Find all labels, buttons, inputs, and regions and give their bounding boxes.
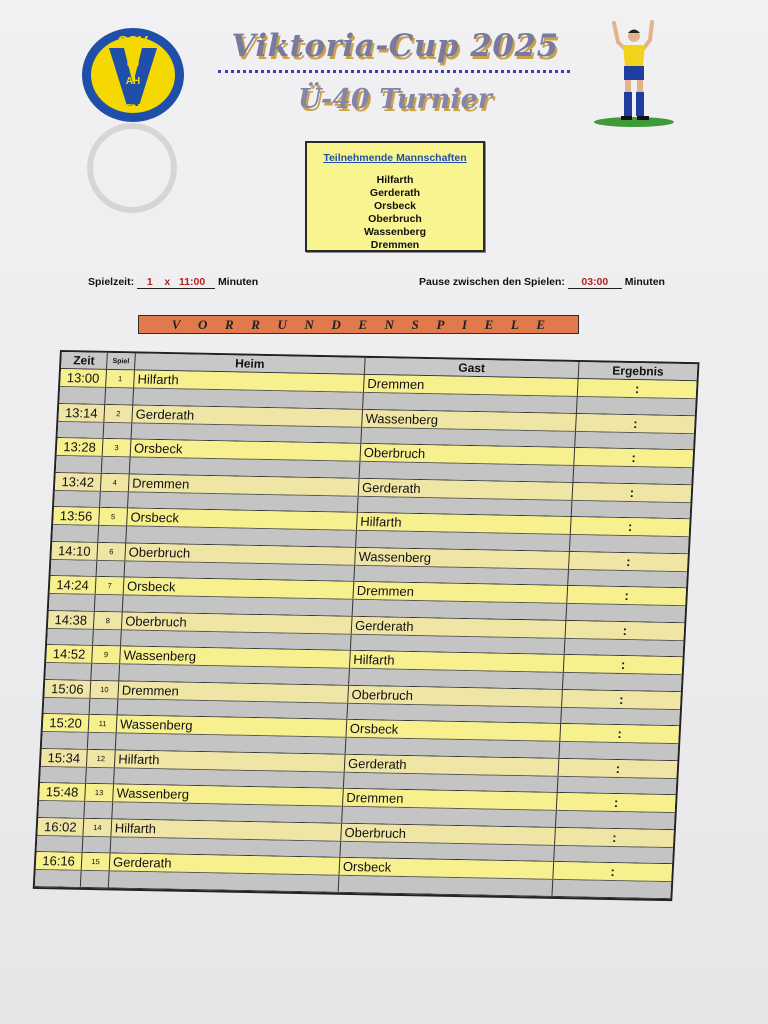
- match-number: 2: [104, 404, 133, 422]
- banner-letter: L: [510, 316, 519, 332]
- spacer-cell: [556, 811, 675, 829]
- result-field: :: [615, 760, 621, 776]
- banner-letter: N: [384, 316, 395, 332]
- home-team: Wassenberg: [113, 784, 344, 805]
- pause-label: Pause zwischen den Spielen:: [419, 276, 565, 288]
- match-number: 7: [96, 577, 125, 595]
- spacer-cell: [552, 880, 671, 898]
- spacer-cell: [97, 560, 126, 576]
- spacer-cell: [102, 457, 131, 473]
- participant-team: Hilfarth: [376, 174, 414, 186]
- result-field: :: [632, 415, 638, 431]
- banner-letter: O: [198, 316, 208, 332]
- result-field: :: [613, 794, 619, 811]
- bleed-through-logo-icon: [80, 122, 190, 214]
- logo-year-text: 09: [126, 58, 140, 70]
- result-field: :: [624, 588, 630, 604]
- logo-middle-text: AH: [125, 76, 141, 87]
- pause-unit: Minuten: [624, 276, 665, 288]
- guest-team: Dremmen: [364, 375, 579, 396]
- logo-bottom-text: WASSENBERG: [96, 88, 170, 116]
- home-team: Gerderath: [110, 853, 341, 874]
- spacer-cell: [100, 491, 129, 507]
- spacer-cell: [58, 422, 105, 438]
- spacer-cell: [566, 604, 685, 622]
- spacer-cell: [44, 697, 91, 713]
- spacer-cell: [86, 767, 115, 783]
- spacer-cell: [38, 801, 85, 817]
- spacer-cell: [49, 594, 96, 610]
- spacer-cell: [339, 876, 554, 896]
- playtime-setting: [88, 276, 258, 289]
- match-number: 15: [82, 853, 111, 871]
- guest-team: Hilfarth: [350, 651, 565, 672]
- match-number: 4: [101, 473, 130, 491]
- match-time: 13:56: [53, 507, 100, 525]
- result-field: :: [634, 381, 640, 397]
- guest-team: Gerderath: [359, 478, 574, 499]
- spacer-cell: [51, 559, 98, 575]
- match-time: 16:02: [37, 817, 84, 835]
- schedule-table: [33, 350, 700, 901]
- spacer-cell: [561, 707, 680, 725]
- spacer-cell: [83, 836, 112, 852]
- match-time: 14:10: [51, 542, 98, 560]
- match-time: 15:06: [44, 679, 91, 697]
- spacer-cell: [88, 733, 117, 749]
- guest-team: Dremmen: [343, 789, 558, 810]
- match-time: 13:28: [57, 438, 104, 456]
- home-team: Orsbeck: [127, 508, 358, 529]
- logo-top-text: SSV: [117, 33, 149, 50]
- guest-team: Orsbeck: [339, 858, 554, 879]
- match-time: 15:48: [39, 783, 86, 801]
- match-list: [35, 369, 697, 899]
- home-team: Wassenberg: [117, 715, 348, 736]
- home-team: Hilfarth: [111, 819, 342, 840]
- playtime-value: [137, 276, 215, 289]
- match-number: 13: [85, 784, 114, 802]
- result-field: :: [622, 622, 628, 638]
- home-team: Dremmen: [118, 681, 349, 702]
- banner-letter: E: [358, 316, 368, 332]
- banner-letter: R: [225, 316, 234, 332]
- result-field: :: [627, 519, 633, 535]
- banner-letter: E: [536, 316, 546, 332]
- banner-letter: E: [484, 316, 494, 332]
- home-team: Dremmen: [129, 474, 360, 495]
- participant-team: Oberbruch: [368, 213, 422, 225]
- spacer-cell: [558, 776, 677, 794]
- home-team: Gerderath: [132, 405, 363, 426]
- pause-setting: [419, 276, 665, 289]
- result-field: :: [631, 450, 637, 466]
- result-field: :: [611, 829, 617, 845]
- match-number: 8: [94, 611, 123, 629]
- result-field: :: [617, 726, 623, 742]
- home-team: Hilfarth: [134, 370, 365, 391]
- banner-letter: N: [304, 316, 314, 332]
- spacer-cell: [573, 466, 692, 484]
- spacer-cell: [570, 535, 689, 553]
- spacer-cell: [559, 742, 678, 760]
- playtime-label: Spielzeit:: [88, 276, 135, 288]
- page-subtitle: Ü-40 Turnier: [297, 84, 492, 115]
- result-field: :: [610, 863, 616, 880]
- match-time: 15:20: [43, 714, 90, 732]
- spacer-cell: [81, 871, 110, 887]
- guest-team: Oberbruch: [341, 823, 556, 844]
- spacer-cell: [575, 431, 694, 449]
- match-number: 6: [97, 542, 126, 560]
- spacer-cell: [93, 629, 122, 645]
- participant-team: Gerderath: [369, 187, 421, 199]
- match-number: 12: [87, 749, 116, 767]
- preliminary-round-banner: [138, 315, 579, 334]
- match-time: 16:16: [36, 852, 83, 870]
- banner-letter: P: [436, 316, 445, 332]
- header-guest: Gast: [365, 358, 580, 378]
- spacer-cell: [47, 628, 94, 644]
- guest-team: Oberbruch: [360, 444, 575, 465]
- home-team: Wassenberg: [120, 646, 351, 667]
- header-home: Heim: [135, 353, 366, 373]
- participant-team: Wassenberg: [363, 226, 427, 238]
- spacer-cell: [45, 663, 92, 679]
- club-logo: [80, 26, 186, 124]
- spacer-cell: [109, 871, 340, 891]
- times-sign: x: [164, 276, 171, 288]
- result-field: :: [629, 484, 635, 500]
- spacer-cell: [568, 569, 687, 587]
- header-time: Zeit: [61, 352, 108, 369]
- spacer-cell: [37, 835, 84, 851]
- guest-team: Wassenberg: [362, 409, 577, 430]
- banner-letter: R: [251, 316, 260, 332]
- playtime-unit: Minuten: [217, 276, 259, 288]
- banner-letter: S: [411, 316, 419, 332]
- guest-team: Gerderath: [352, 616, 567, 637]
- match-number: 3: [103, 439, 132, 457]
- banner-letter: I: [461, 316, 468, 332]
- banner-letter: V: [171, 316, 181, 332]
- spacer-cell: [59, 387, 106, 403]
- match-time: 13:00: [60, 369, 107, 387]
- result-field: :: [618, 691, 624, 707]
- spacer-cell: [42, 732, 89, 748]
- football-player-icon: [592, 20, 678, 130]
- guest-team: Wassenberg: [355, 547, 570, 568]
- guest-team: Orsbeck: [346, 720, 561, 741]
- participants-list: [307, 174, 483, 252]
- spacer-cell: [56, 456, 103, 472]
- spacer-cell: [98, 526, 127, 542]
- spacer-cell: [90, 698, 119, 714]
- spacer-cell: [554, 845, 673, 863]
- spacer-cell: [572, 500, 691, 518]
- match-number: 10: [90, 680, 119, 698]
- guest-team: Dremmen: [353, 582, 568, 603]
- page-title: Viktoria-Cup 2025: [231, 28, 559, 64]
- title-divider: [218, 70, 570, 73]
- match-time: 13:14: [58, 404, 105, 422]
- match-time: 13:42: [55, 473, 102, 491]
- guest-team: Gerderath: [345, 754, 560, 775]
- banner-letter: D: [331, 316, 341, 332]
- spacer-cell: [84, 802, 113, 818]
- halves-value: 1: [146, 276, 153, 288]
- duration-value: 11:00: [178, 276, 206, 288]
- spacer-cell: [577, 397, 696, 415]
- pause-value: 03:00: [568, 276, 622, 289]
- participant-team: Orsbeck: [373, 200, 417, 212]
- result-field: :: [620, 657, 626, 673]
- match-number: 5: [99, 508, 128, 526]
- home-team: Oberbruch: [125, 543, 356, 564]
- guest-team: Hilfarth: [357, 513, 572, 534]
- match-number: 9: [92, 646, 121, 664]
- home-team: Orsbeck: [124, 577, 355, 598]
- participants-box: [305, 141, 485, 252]
- match-time: 14:38: [48, 610, 95, 628]
- spacer-cell: [565, 638, 684, 656]
- home-team: Oberbruch: [122, 612, 353, 633]
- match-number: 11: [89, 715, 118, 733]
- result-field: :: [625, 553, 631, 569]
- spacer-cell: [91, 664, 120, 680]
- spacer-cell: [40, 766, 87, 782]
- match-number: 14: [83, 818, 112, 836]
- banner-letter: U: [277, 316, 287, 332]
- spacer-cell: [52, 525, 99, 541]
- header-match-number: Spiel: [107, 353, 136, 370]
- home-team: Hilfarth: [115, 750, 346, 771]
- match-time: 14:52: [46, 645, 93, 663]
- spacer-cell: [104, 422, 133, 438]
- spacer-cell: [54, 491, 101, 507]
- match-time: 15:34: [41, 748, 88, 766]
- spacer-cell: [105, 388, 134, 404]
- spacer-cell: [563, 673, 682, 691]
- home-team: Orsbeck: [131, 439, 362, 460]
- participant-team: Dremmen: [370, 239, 420, 251]
- participants-heading: Teilnehmende Mannschaften: [323, 152, 467, 164]
- spacer-cell: [95, 595, 124, 611]
- guest-team: Oberbruch: [348, 685, 563, 706]
- match-number: 1: [106, 370, 135, 388]
- header-result: Ergebnis: [612, 363, 665, 379]
- match-time: 14:24: [50, 576, 97, 594]
- spacer-cell: [35, 870, 82, 886]
